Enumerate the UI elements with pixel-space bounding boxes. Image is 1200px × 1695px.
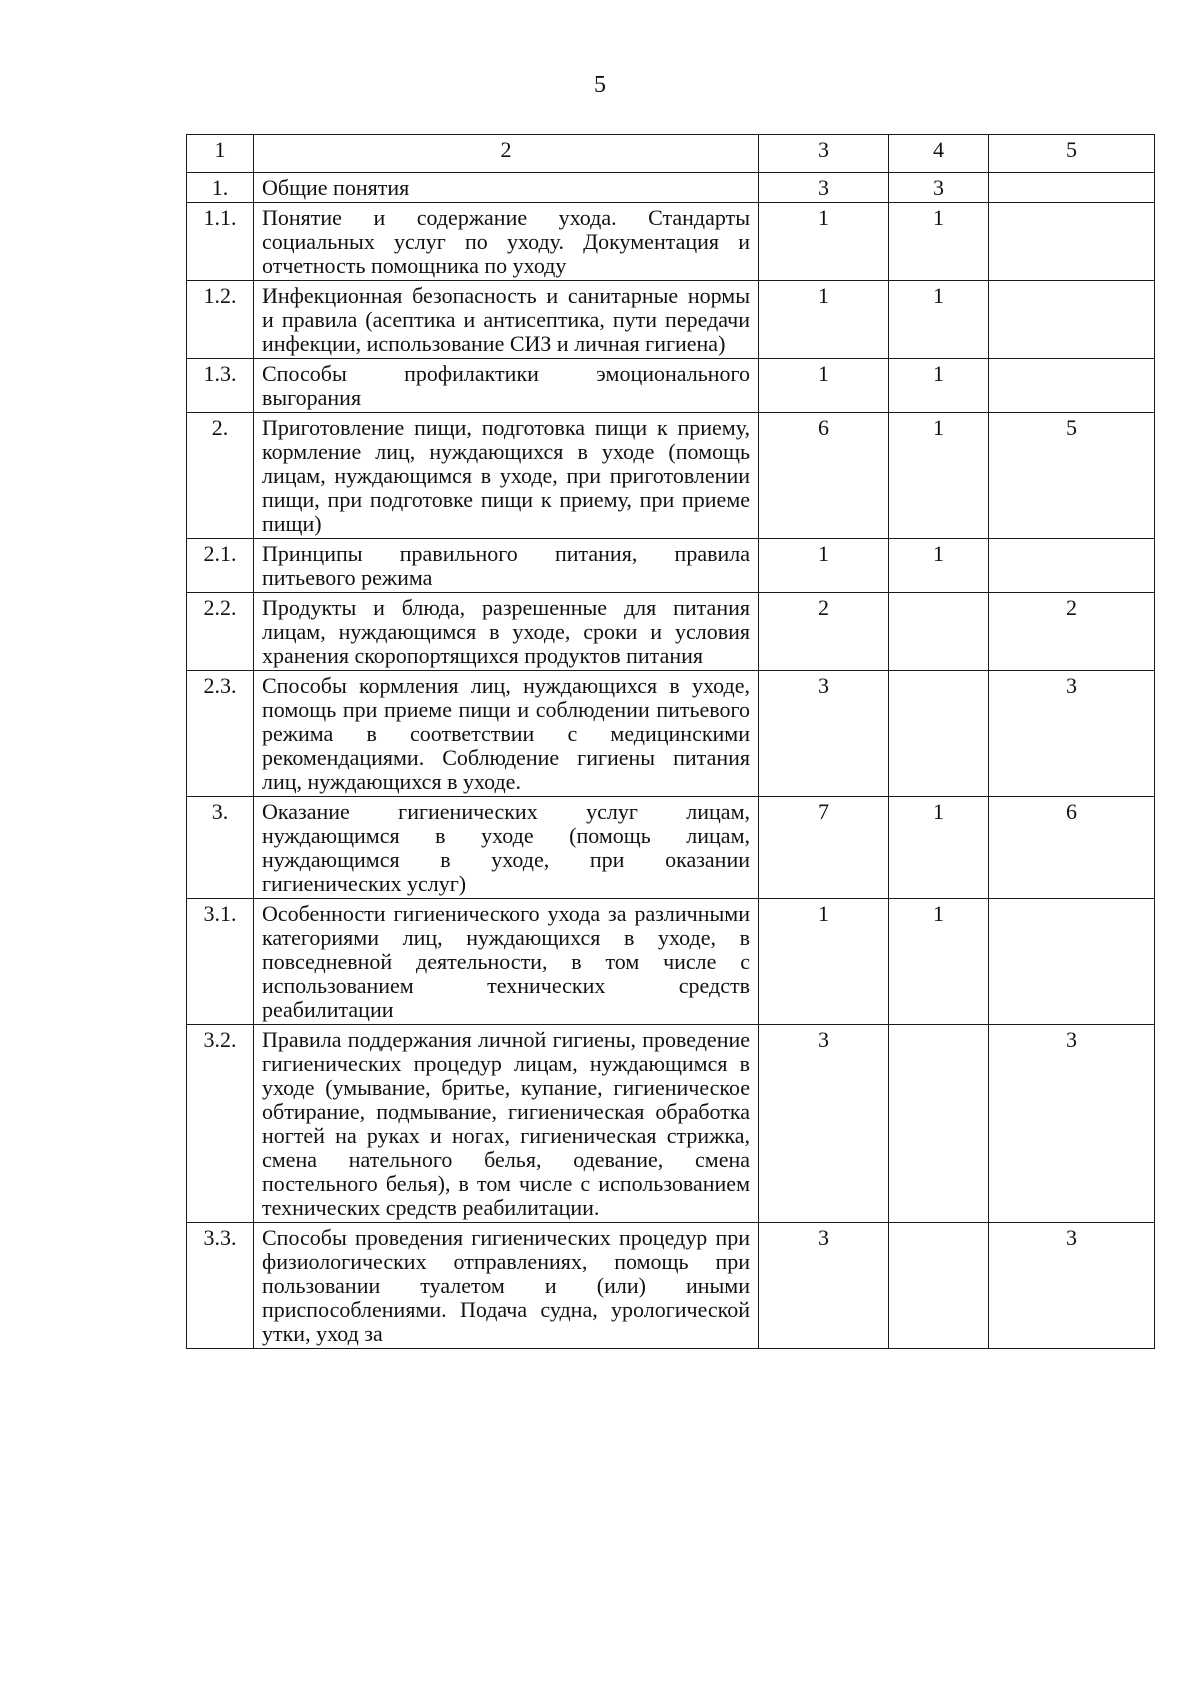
row-number-cell: 3.3. bbox=[187, 1223, 254, 1349]
table-row bbox=[187, 281, 1155, 359]
curriculum-table bbox=[186, 134, 1155, 1349]
row-total-hours-cell: 1 bbox=[759, 281, 889, 359]
table-row bbox=[187, 671, 1155, 797]
row-total-hours-cell: 3 bbox=[759, 671, 889, 797]
row-theory-hours-cell bbox=[889, 1025, 989, 1223]
row-number-cell: 1.1. bbox=[187, 203, 254, 281]
row-topic-cell: Оказание гигиенических услуг лицам, нуждающимся в уходе (помощь лицам, нуждающимся в уходе, при оказании гигиенических услуг) bbox=[254, 797, 759, 899]
table-row bbox=[187, 899, 1155, 1025]
row-practice-hours-cell bbox=[989, 203, 1155, 281]
header-cell-3: 3 bbox=[759, 135, 889, 173]
row-total-hours-cell: 1 bbox=[759, 899, 889, 1025]
row-practice-hours-cell bbox=[989, 899, 1155, 1025]
row-number-cell: 2.1. bbox=[187, 539, 254, 593]
row-topic-cell: Приготовление пищи, подготовка пищи к приему, кормление лиц, нуждающихся в уходе (помощь лицам, нуждающимся в уходе, при приготовлении пищи, при подготовке пищи к приему, при приеме пищи) bbox=[254, 413, 759, 539]
row-theory-hours-cell: 1 bbox=[889, 359, 989, 413]
row-number-cell: 2. bbox=[187, 413, 254, 539]
row-theory-hours-cell: 1 bbox=[889, 413, 989, 539]
row-practice-hours-cell: 3 bbox=[989, 1025, 1155, 1223]
row-theory-hours-cell: 1 bbox=[889, 899, 989, 1025]
table-row bbox=[187, 593, 1155, 671]
table-row bbox=[187, 359, 1155, 413]
row-number-cell: 3.1. bbox=[187, 899, 254, 1025]
row-topic-cell: Общие понятия bbox=[254, 173, 759, 203]
row-total-hours-cell: 3 bbox=[759, 173, 889, 203]
header-cell-1: 1 bbox=[187, 135, 254, 173]
row-topic-cell: Правила поддержания личной гигиены, проведение гигиенических процедур лицам, нуждающимся в уходе (умывание, бритье, купание, гигиеническое обтирание, подмывание, гигиеническая обработка ногтей на руках и ногах, гигиеническая стрижка, смена нательного белья, одевание, смена постельного белья), в том числе с использованием технических средств реабилитации. bbox=[254, 1025, 759, 1223]
row-total-hours-cell: 1 bbox=[759, 359, 889, 413]
row-practice-hours-cell bbox=[989, 359, 1155, 413]
row-practice-hours-cell: 5 bbox=[989, 413, 1155, 539]
table-row bbox=[187, 539, 1155, 593]
row-theory-hours-cell: 1 bbox=[889, 797, 989, 899]
row-practice-hours-cell: 2 bbox=[989, 593, 1155, 671]
row-theory-hours-cell: 3 bbox=[889, 173, 989, 203]
table-row bbox=[187, 413, 1155, 539]
row-total-hours-cell: 7 bbox=[759, 797, 889, 899]
row-topic-cell: Способы проведения гигиенических процедур при физиологических отправлениях, помощь при пользовании туалетом и (или) иными приспособлениями. Подача судна, урологической утки, уход за bbox=[254, 1223, 759, 1349]
row-total-hours-cell: 1 bbox=[759, 539, 889, 593]
row-theory-hours-cell: 1 bbox=[889, 203, 989, 281]
table-row bbox=[187, 1025, 1155, 1223]
row-total-hours-cell: 1 bbox=[759, 203, 889, 281]
table-row bbox=[187, 203, 1155, 281]
page-number: 5 bbox=[594, 72, 606, 98]
row-number-cell: 3. bbox=[187, 797, 254, 899]
row-practice-hours-cell bbox=[989, 281, 1155, 359]
row-topic-cell: Особенности гигиенического ухода за различными категориями лиц, нуждающихся в уходе, в повседневной деятельности, в том числе с использованием технических средств реабилитации bbox=[254, 899, 759, 1025]
header-cell-2: 2 bbox=[254, 135, 759, 173]
row-total-hours-cell: 3 bbox=[759, 1025, 889, 1223]
table-row bbox=[187, 797, 1155, 899]
table-header-row bbox=[187, 135, 1155, 173]
row-total-hours-cell: 3 bbox=[759, 1223, 889, 1349]
row-number-cell: 1.3. bbox=[187, 359, 254, 413]
row-theory-hours-cell: 1 bbox=[889, 539, 989, 593]
row-theory-hours-cell bbox=[889, 593, 989, 671]
row-theory-hours-cell bbox=[889, 1223, 989, 1349]
row-total-hours-cell: 6 bbox=[759, 413, 889, 539]
row-practice-hours-cell: 3 bbox=[989, 1223, 1155, 1349]
row-topic-cell: Принципы правильного питания, правила питьевого режима bbox=[254, 539, 759, 593]
row-theory-hours-cell bbox=[889, 671, 989, 797]
row-topic-cell: Понятие и содержание ухода. Стандарты социальных услуг по уходу. Документация и отчетность помощника по уходу bbox=[254, 203, 759, 281]
row-topic-cell: Способы профилактики эмоционального выгорания bbox=[254, 359, 759, 413]
row-practice-hours-cell: 3 bbox=[989, 671, 1155, 797]
table-row bbox=[187, 1223, 1155, 1349]
row-topic-cell: Инфекционная безопасность и санитарные нормы и правила (асептика и антисептика, пути передачи инфекции, использование СИЗ и личная гигиена) bbox=[254, 281, 759, 359]
row-topic-cell: Продукты и блюда, разрешенные для питания лицам, нуждающимся в уходе, сроки и условия хранения скоропортящихся продуктов питания bbox=[254, 593, 759, 671]
row-theory-hours-cell: 1 bbox=[889, 281, 989, 359]
table-row bbox=[187, 173, 1155, 203]
row-total-hours-cell: 2 bbox=[759, 593, 889, 671]
row-number-cell: 1.2. bbox=[187, 281, 254, 359]
row-practice-hours-cell: 6 bbox=[989, 797, 1155, 899]
row-practice-hours-cell bbox=[989, 173, 1155, 203]
row-number-cell: 2.3. bbox=[187, 671, 254, 797]
row-practice-hours-cell bbox=[989, 539, 1155, 593]
row-number-cell: 2.2. bbox=[187, 593, 254, 671]
header-cell-4: 4 bbox=[889, 135, 989, 173]
row-number-cell: 3.2. bbox=[187, 1025, 254, 1223]
row-topic-cell: Способы кормления лиц, нуждающихся в уходе, помощь при приеме пищи и соблюдении питьевого режима в соответствии с медицинскими рекомендациями. Соблюдение гигиены питания лиц, нуждающихся в уходе. bbox=[254, 671, 759, 797]
row-number-cell: 1. bbox=[187, 173, 254, 203]
header-cell-5: 5 bbox=[989, 135, 1155, 173]
